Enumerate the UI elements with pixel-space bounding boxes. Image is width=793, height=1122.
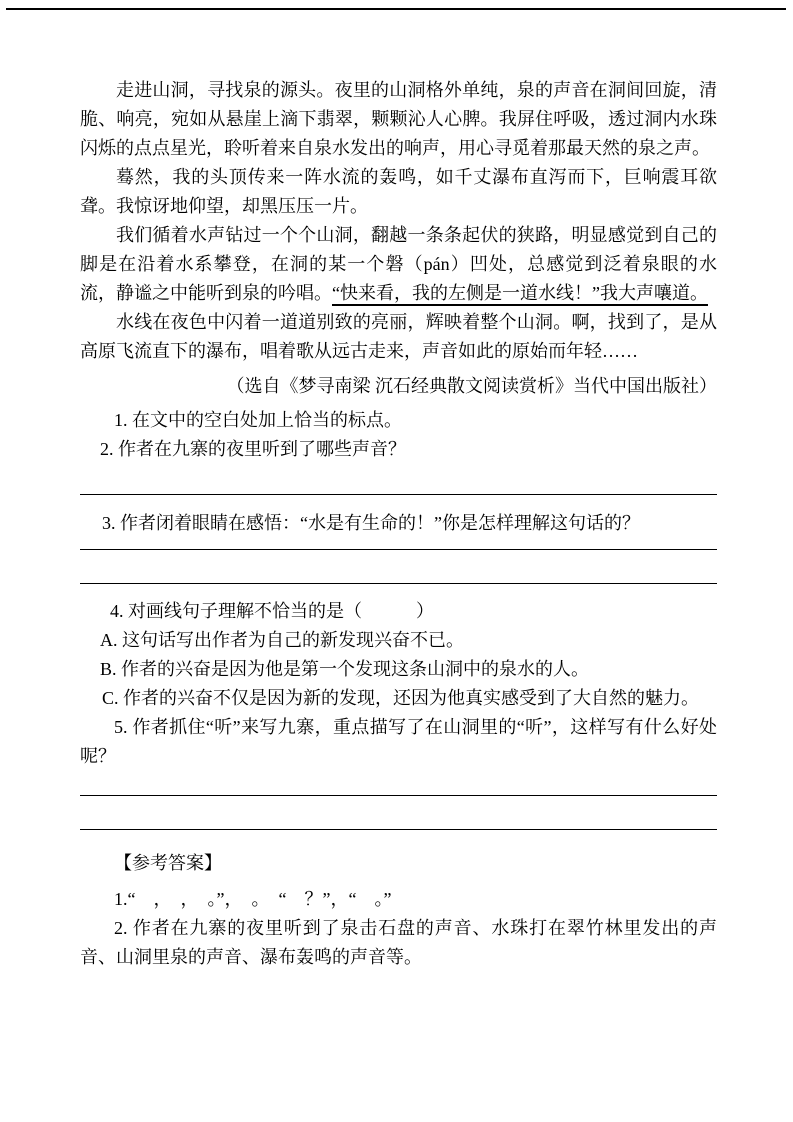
passage-paragraph-2: 蓦然，我的头顶传来一阵水流的轰鸣，如千丈瀑布直泻而下，巨响震耳欲聋。我惊讶地仰望，却黑压压一片。 — [80, 167, 717, 216]
question-3: 3. 作者闭着眼睛在感悟：“水是有生命的！”你是怎样理解这句话的？ — [102, 513, 640, 533]
reference-answer-2: 2. 作者在九寨的夜里听到了泉击石盘的声音、水珠打在翠竹林里发出的声音、山洞里泉的声音、瀑布轰鸣的声音等。 — [80, 918, 717, 967]
question-4-option-b: B. 作者的兴奋是因为他是第一个发现这条山洞中的泉水的人。 — [100, 659, 590, 679]
question-1: 1. 在文中的空白处加上恰当的标点。 — [114, 410, 402, 430]
passage-paragraph-3-text: 我们循着水声钻过一个个山洞，翻越一条条起伏的狭路，明显感觉到自己的脚是在沿着水系攀登，在洞的某一个磐（pán）凹处，总感觉到泛着泉眼的水流，静谧之中能听到泉的吟唱。 — [80, 225, 717, 303]
question-2: 2. 作者在九寨的夜里听到了哪些声音？ — [100, 439, 406, 459]
answer-blank-line-q3-2 — [80, 583, 717, 584]
passage-paragraph-1: 走进山洞，寻找泉的源头。夜里的山洞格外单纯，泉的声音在洞间回旋，清脆、响亮，宛如从悬崖上滴下翡翠，颗颗沁人心脾。我屏住呼吸，透过洞内水珠闪烁的点点星光，聆听着来自泉水发出的响声，用心寻觅着那最天然的泉之声。 — [80, 80, 717, 158]
page-top-border — [6, 8, 786, 10]
answer-blank-line-q3-1 — [80, 549, 717, 550]
reference-answers-heading: 【参考答案】 — [114, 853, 222, 873]
question-4: 4. 对画线句子理解不恰当的是（ ） — [110, 601, 434, 621]
answer-blank-line-q2 — [80, 494, 717, 495]
passage-paragraph-4: 水线在夜色中闪着一道道别致的亮丽，辉映着整个山洞。啊，找到了，是从高原飞流直下的瀑布，唱着歌从远古走来，声音如此的原始而年轻…… — [80, 312, 717, 361]
question-4-option-a: A. 这句话写出作者为自己的新发现兴奋不已。 — [100, 630, 464, 650]
answer-blank-line-q5 — [80, 795, 717, 796]
passage-underlined-sentence: “快来看，我的左侧是一道水线！”我大声嚷道。 — [332, 283, 708, 303]
passage-source-attribution: （选自《梦寻南梁 沉石经典散文阅读赏析》当代中国出版社） — [226, 376, 717, 396]
reference-answer-1: 1.“ ， ， 。”， 。 “ ？”，“ 。” — [114, 889, 392, 909]
content-area — [80, 76, 717, 972]
question-4-option-c: C. 作者的兴奋不仅是因为新的发现，还因为他真实感受到了大自然的魅力。 — [102, 688, 700, 708]
question-5: 5. 作者抓住“听”来写九寨，重点描写了在山洞里的“听”，这样写有什么好处呢？ — [80, 717, 717, 766]
passage-paragraph-3 — [80, 221, 717, 308]
section-divider-line — [80, 829, 717, 830]
